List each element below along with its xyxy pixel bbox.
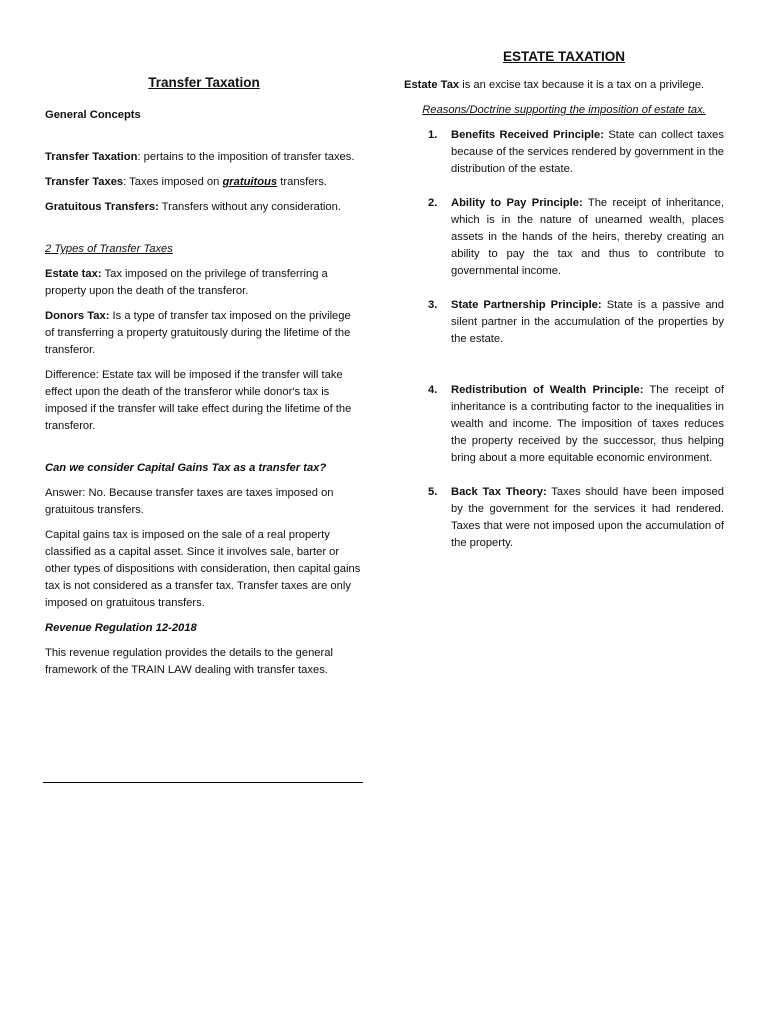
horizontal-rule [43,782,363,783]
list-item [404,195,724,280]
item-text: State is a passive and silent partner in the accumulation of the properties by the estate. [451,299,724,345]
definition-text: Is a type of transfer tax imposed on the privilege of transferring a property gratuitously during the lifetime of the transferor. [45,310,351,356]
list-item [404,484,724,552]
types-heading: 2 Types of Transfer Taxes [45,243,173,255]
emphasis-word: gratuitous [222,176,278,188]
item-text: The receipt of inheritance, which is in the nature of unearned wealth, places assets in the hands of the heirs, thereby creating an ability to pay the tax and thus to contribute to governmental income. [451,197,724,277]
revenue-regulation-text: This revenue regulation provides the details to the general framework of the TRAIN LAW dealing with transfer taxes. [45,647,333,676]
list-item [404,297,724,348]
item-text: Taxes should have been imposed by the government for the services it had rendered. Taxes that were not imposed upon the accumulation of the property. [451,486,724,549]
item-number: 3. [428,299,438,311]
definition-text: : Taxes imposed on [123,176,223,188]
item-term: Benefits Received Principle: [451,129,604,141]
list-item [404,382,724,467]
donors-tax-definition [45,308,363,359]
gratuitous-transfers-definition [45,199,363,216]
right-column [404,48,724,569]
term: Estate tax: [45,268,102,280]
estate-tax-intro [404,77,724,94]
transfer-taxation-definition [45,149,363,166]
item-number: 1. [428,129,438,141]
general-concepts-label: General Concepts [45,109,141,121]
term: Estate Tax [404,79,460,91]
term: Transfer Taxes [45,176,124,188]
capital-gains-paragraph: Capital gains tax is imposed on the sale of a real property classified as a capital asset. Since it involves sale, barter or other types of dispositions with consideration, then capital gains tax is not considered as a transfer tax. Transfer taxes are only imposed on gratuitous transfers. [45,529,361,609]
item-number: 4. [428,384,438,396]
left-column [45,74,363,687]
term: Gratuitous Transfers: [45,201,159,213]
estate-taxation-heading: ESTATE TAXATION [503,49,625,64]
transfer-taxation-heading: Transfer Taxation [148,75,260,90]
answer-paragraph: Answer: No. Because transfer taxes are taxes imposed on gratuitous transfers. [45,487,334,516]
intro-text: is an excise tax because it is a tax on a privilege. [459,79,705,91]
transfer-taxes-definition [45,174,363,191]
revenue-regulation-heading: Revenue Regulation 12-2018 [45,622,197,634]
capital-gains-question: Can we consider Capital Gains Tax as a transfer tax? [45,462,327,474]
item-text: The receipt of inheritance is a contributing factor to the inequalities in wealth and income. The imposition of taxes reduces the property received by the successor, thus helping bring about a more equitable economic environment. [451,384,724,464]
item-term: Ability to Pay Principle: [451,197,583,209]
difference-paragraph: Difference: Estate tax will be imposed if the transfer will take effect upon the death of the transferor while donor's tax is imposed if the transfer will take effect during the lifetime of the transferor. [45,369,352,432]
definition-text: Transfers without any consideration. [158,201,341,213]
reasons-heading: Reasons/Doctrine supporting the imposition of estate tax. [422,104,706,116]
term: Transfer Taxation [45,151,138,163]
definition-text: Tax imposed on the privilege of transferring a property upon the death of the transferor. [45,268,328,297]
definition-text: transfers. [277,176,327,188]
item-number: 5. [428,486,438,498]
definition-text: : pertains to the imposition of transfer taxes. [137,151,355,163]
list-item [404,127,724,178]
item-number: 2. [428,197,438,209]
term: Donors Tax: [45,310,110,322]
item-term: Back Tax Theory: [451,486,547,498]
item-term: State Partnership Principle: [451,299,602,311]
principles-list [404,127,724,552]
estate-tax-definition [45,266,363,300]
item-text: State can collect taxes because of the services rendered by government in the distribution of the estate. [451,129,725,175]
item-term: Redistribution of Wealth Principle: [451,384,644,396]
